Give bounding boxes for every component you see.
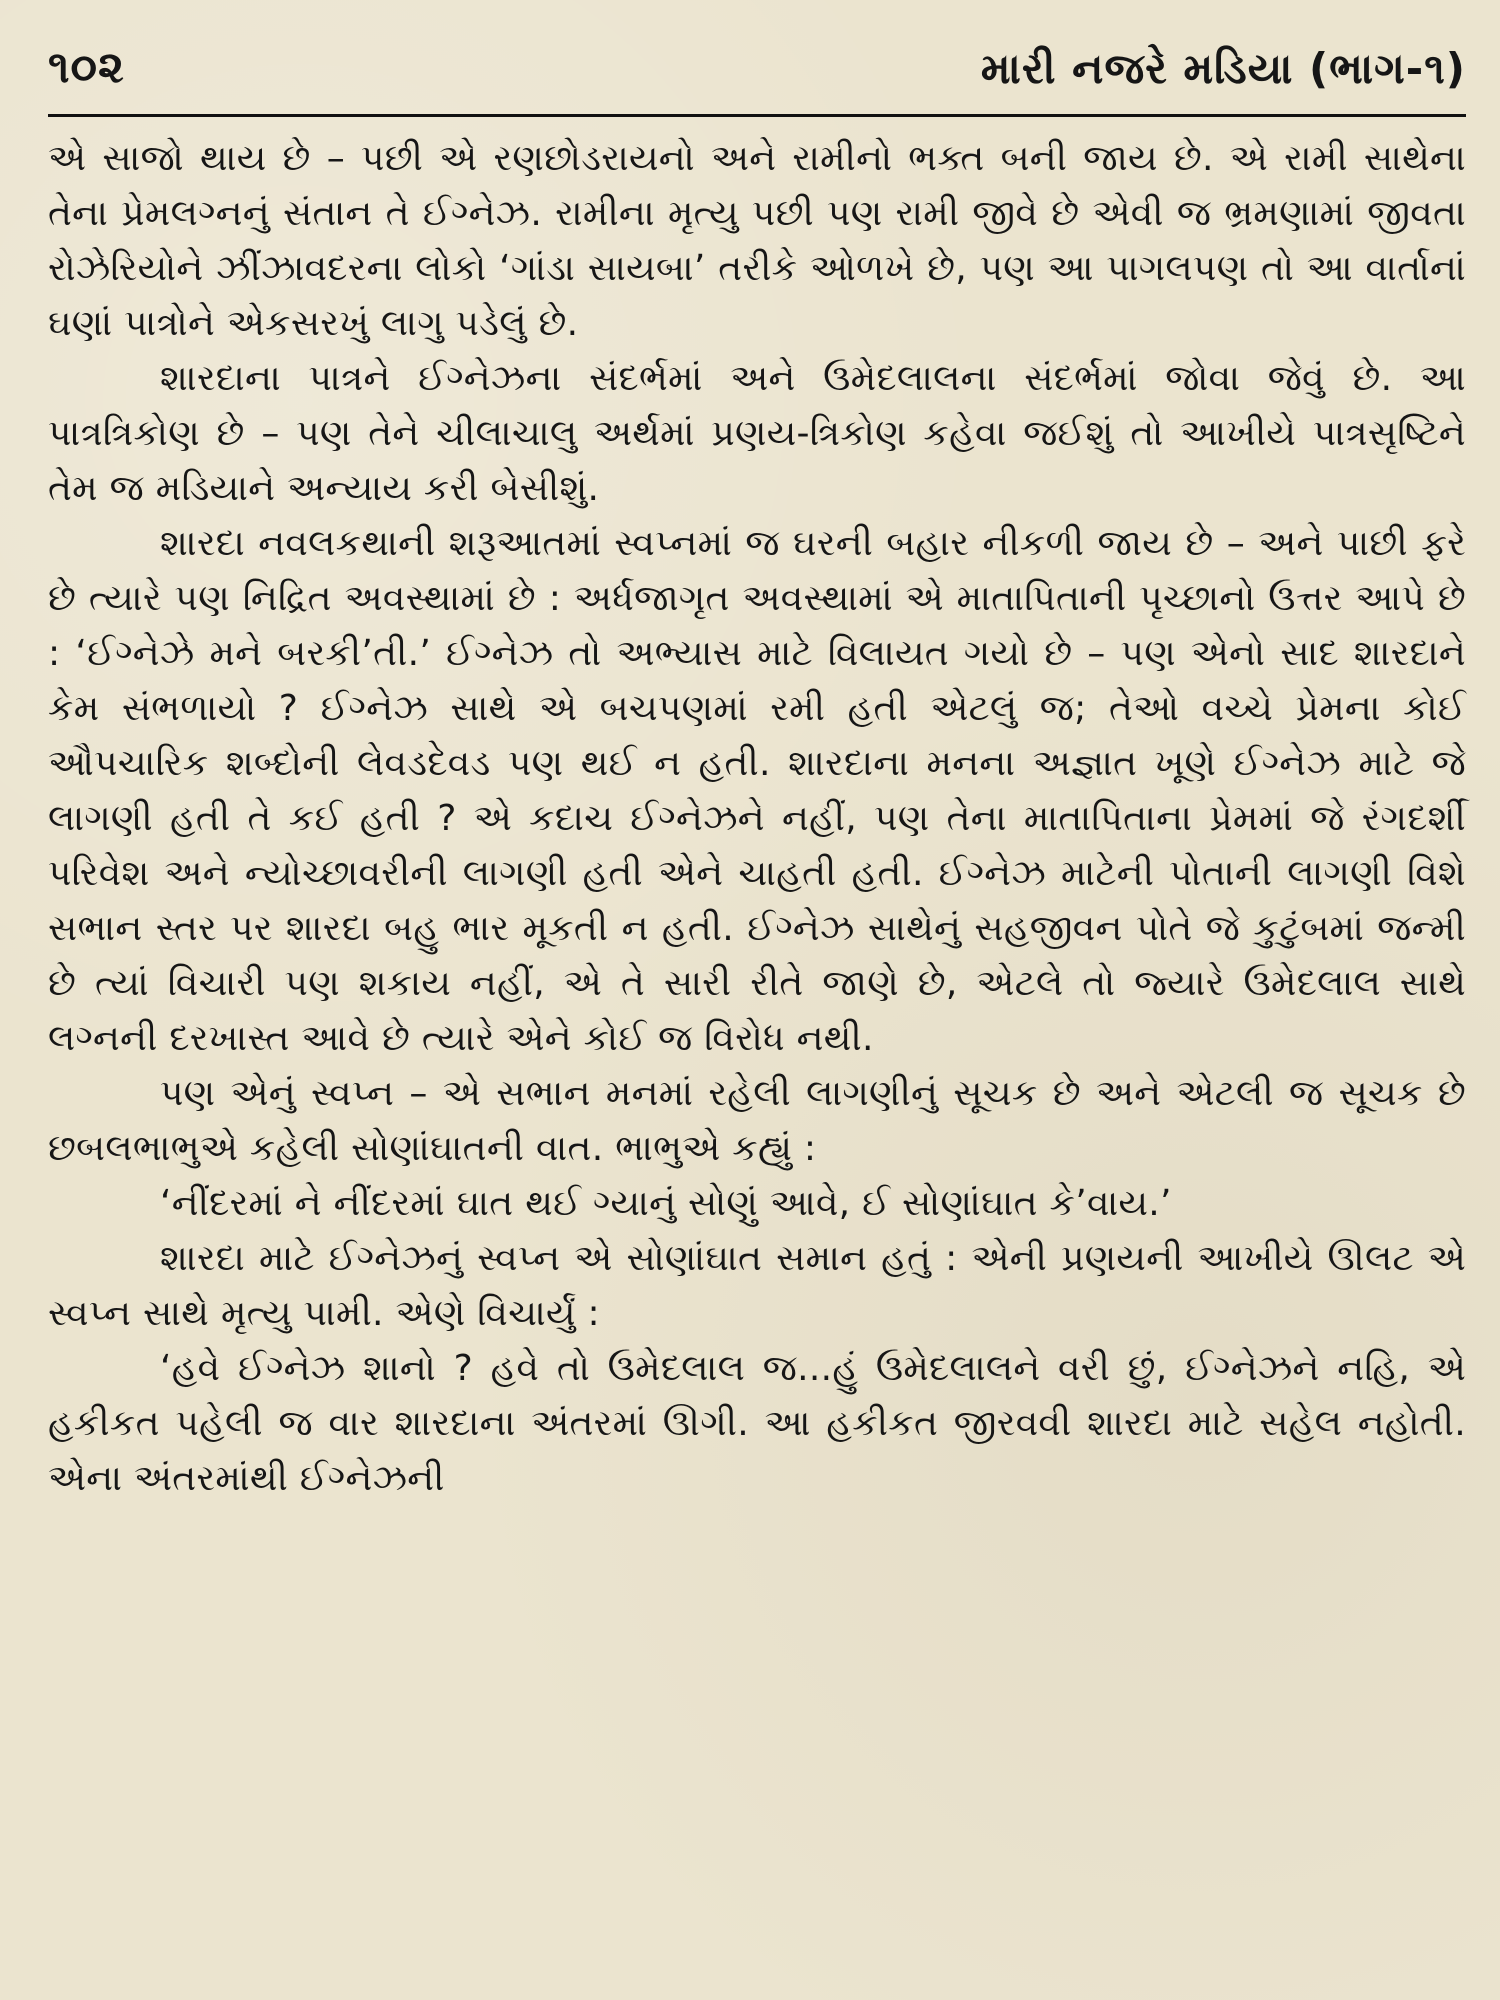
page-number: ૧૦૨ [48, 42, 125, 93]
paragraph-4: પણ એનું સ્વપ્ન – એ સભાન મનમાં રહેલી લાગણીનું સૂચક છે અને એટલી જ સૂચક છે છબલભાભુએ કહેલી સોણાંઘાતની વાત. ભાભુએ કહ્યું : [48, 1073, 1466, 1169]
paragraph-1: એ સાજો થાય છે – પછી એ રણછોડરાયનો અને રામીનો ભક્ત બની જાય છે. એ રામી સાથેના તેના પ્રેમલગ્નનું સંતાન તે ઈગ્નેઝ. રામીના મૃત્યુ પછી પણ રામી જીવે છે એવી જ ભ્રમણામાં જીવતા રોઝેરિયોને ઝીંઝાવદરના લોકો ‘ગાંડા સાયબા’ તરીકે ઓળખે છે, પણ આ પાગલપણ તો આ વાર્તાનાં ઘણાં પાત્રોને એકસરખું લાગુ પડેલું છે. [48, 138, 1466, 344]
page-header [48, 28, 1466, 93]
paragraph-7: ‘હવે ઈગ્નેઝ શાનો ? હવે તો ઉમેદલાલ જ...હું ઉમેદલાલને વરી છું, ઈગ્નેઝને નહિ, એ હકીકત પહેલી જ વાર શારદાના અંતરમાં ઊગી. આ હકીકત જીરવવી શારદા માટે સહેલ નહોતી. એના અંતરમાંથી ઈગ્નેઝની [48, 1348, 1466, 1499]
header-rule [48, 114, 1466, 117]
paragraph-6: શારદા માટે ઈગ્નેઝનું સ્વપ્ન એ સોણાંઘાત સમાન હતું : એની પ્રણયની આખીયે ઊલટ એ સ્વપ્ન સાથે મૃત્યુ પામી. એણે વિચાર્યું : [48, 1238, 1466, 1334]
quoted-saying: ‘નીંદરમાં ને નીંદરમાં ઘાત થઈ ગ્યાનું સોણું આવે, ઈ સોણાંઘાત કે’વાય.’ [160, 1183, 1172, 1224]
paragraph-3: શારદા નવલકથાની શરૂઆતમાં સ્વપ્નમાં જ ઘરની બહાર નીકળી જાય છે – અને પાછી ફરે છે ત્યારે પણ નિદ્રિત અવસ્થામાં છે : અર્ધજાગૃત અવસ્થામાં એ માતાપિતાની પૃચ્છાનો ઉત્તર આપે છે : ‘ઈગ્નેઝે મને બરકી’તી.’ ઈગ્નેઝ તો અભ્યાસ માટે વિલાયત ગયો છે – પણ એનો સાદ શારદાને કેમ સંભળાયો ? ઈગ્નેઝ સાથે એ બચપણમાં રમી હતી એટલું જ; તેઓ વચ્ચે પ્રેમના કોઈ ઔપચારિક શબ્દોની લેવડદેવડ પણ થઈ ન હતી. શારદાના મનના અજ્ઞાત ખૂણે ઈગ્નેઝ માટે જે લાગણી હતી તે કઈ હતી ? એ કદાચ ઈગ્નેઝને નહીં, પણ તેના માતાપિતાના પ્રેમમાં જે રંગદર્શી પરિવેશ અને ન્યોચ્છાવરીની લાગણી હતી એને ચાહતી હતી. ઈગ્નેઝ માટેની પોતાની લાગણી વિશે સભાન સ્તર પર શારદા બહુ ભાર મૂકતી ન હતી. ઈગ્નેઝ સાથેનું સહજીવન પોતે જે કુટુંબમાં જન્મી છે ત્યાં વિચારી પણ શકાય નહીં, એ તે સારી રીતે જાણે છે, એટલે તો જ્યારે ઉમેદલાલ સાથે લગ્નની દરખાસ્ત આવે છે ત્યારે એને કોઈ જ વિરોધ નથી. [48, 523, 1466, 1059]
running-title: મારી નજરે મડિયા (ભાગ-૧) [980, 44, 1466, 93]
paragraph-2: શારદાના પાત્રને ઈગ્નેઝના સંદર્ભમાં અને ઉમેદલાલના સંદર્ભમાં જોવા જેવું છે. આ પાત્રત્રિકોણ છે – પણ તેને ચીલાચાલુ અર્થમાં પ્રણય-ત્રિકોણ કહેવા જઈશું તો આખીયે પાત્રસૃષ્ટિને તેમ જ મડિયાને અન્યાય કરી બેસીશું. [48, 358, 1466, 509]
page-content [48, 131, 1466, 1506]
